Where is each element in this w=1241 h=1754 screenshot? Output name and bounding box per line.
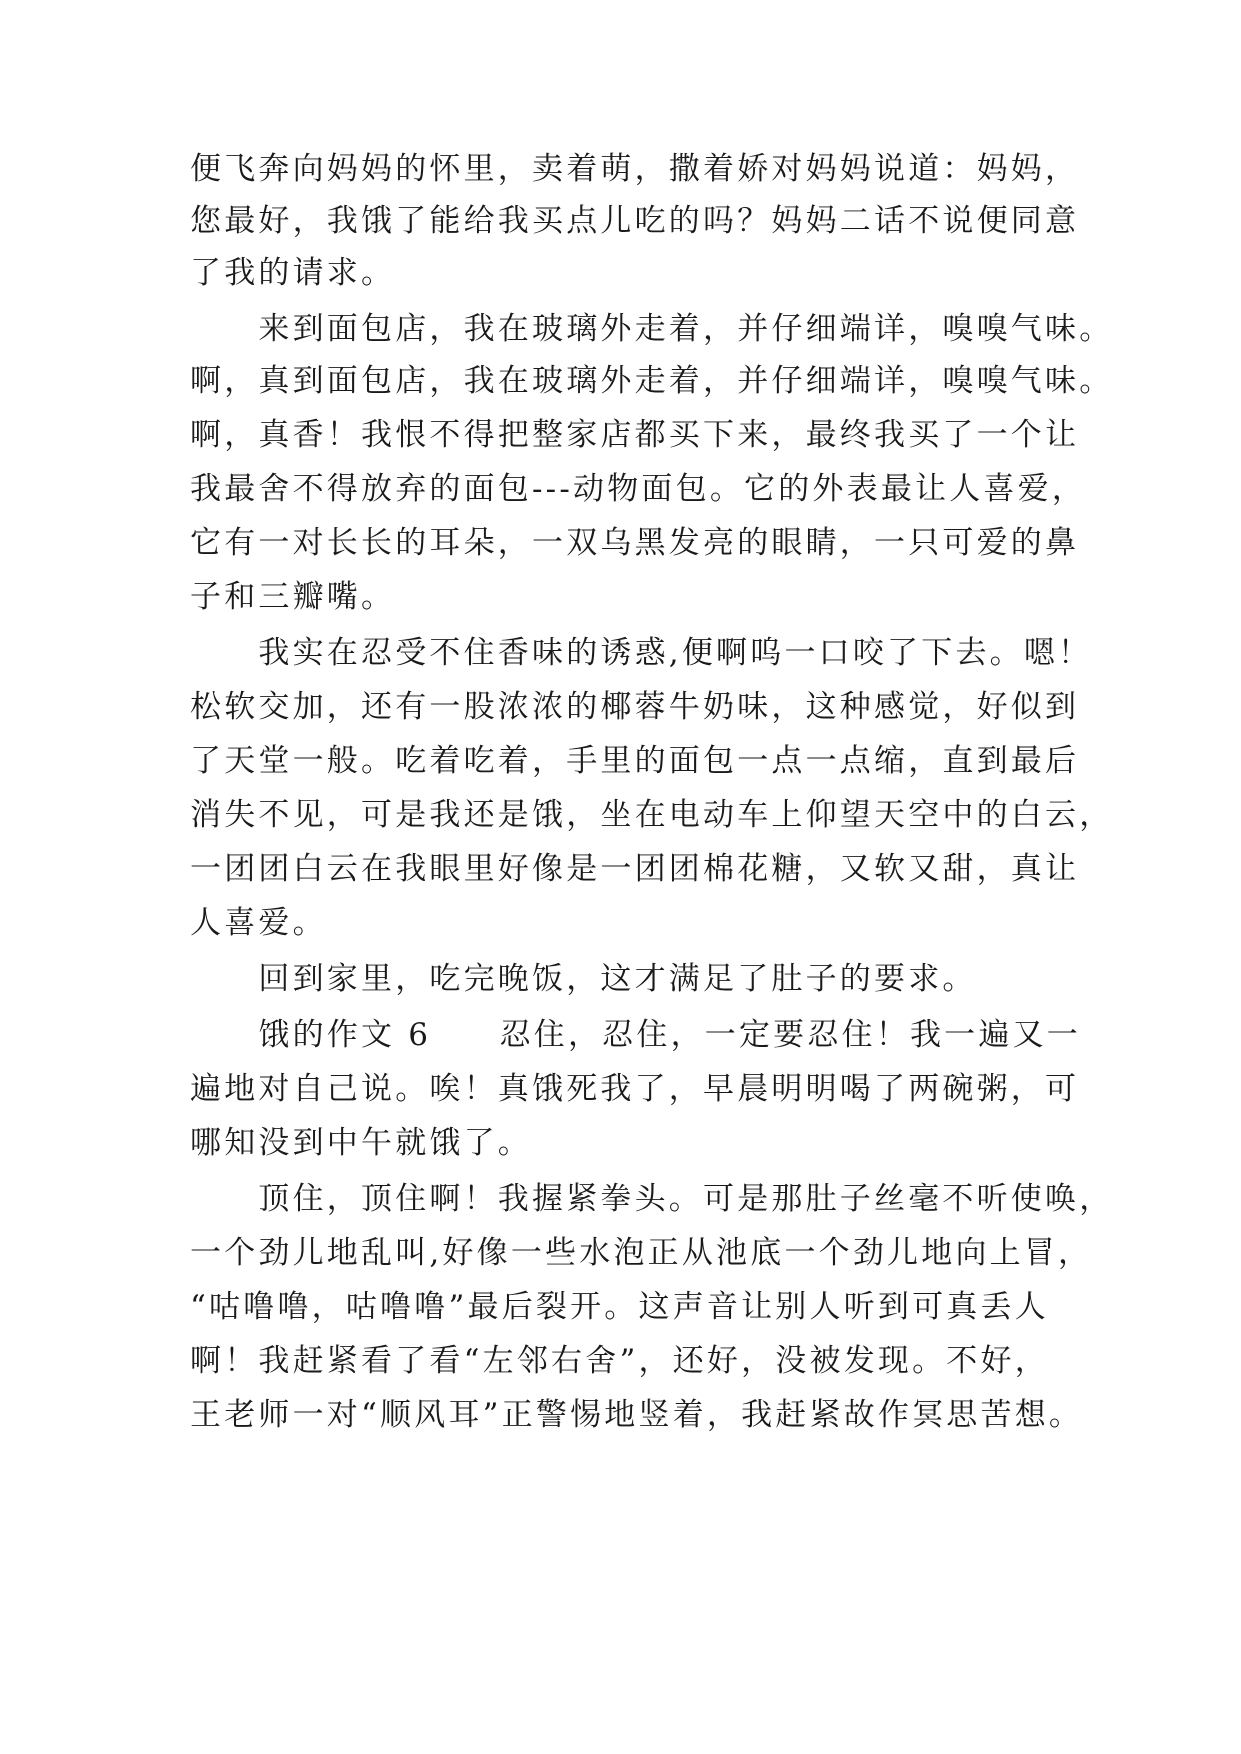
text-line: 王老师一对“顺风耳”正警惕地竖着，我赶紧故作冥思苦想。 [190,1397,1084,1433]
text-line: 人喜爱。 [190,905,327,941]
text-line: 啊，真香！我恨不得把整家店都买下来，最终我买了一个让 [190,417,1080,453]
text-line: 便飞奔向妈妈的怀里，卖着萌，撒着娇对妈妈说道：妈妈， [190,151,1080,187]
text-line: 饿的作文 6 忍住，忍住，一定要忍住！我一遍又一 [190,1017,1081,1053]
text-line: 一团团白云在我眼里好像是一团团棉花糖，又软又甜，真让 [190,851,1080,887]
text-line: 一个劲儿地乱叫,好像一些水泡正从池底一个劲儿地向上冒， [190,1235,1093,1271]
text-line: 了我的请求。 [190,255,396,291]
text-line: 遍地对自己说。唉！真饿死我了，早晨明明喝了两碗粥，可 [190,1071,1080,1107]
text-line: “咕噜噜，咕噜噜”最后裂开。这声音让别人听到可真丢人 [190,1289,1049,1325]
text-line: 我实在忍受不住香味的诱惑,便啊呜一口咬了下去。嗯！ [190,635,1093,671]
text-line: 啊，真到面包店，我在玻璃外走着，并仔细端详，嗅嗅气味。 [190,363,1114,399]
text-line: 顶住，顶住啊！我握紧拳头。可是那肚子丝毫不听使唤， [190,1181,1114,1217]
text-line: 我最舍不得放弃的面包---动物面包。它的外表最让人喜爱， [190,471,1087,507]
text-line: 它有一对长长的耳朵，一双乌黑发亮的眼睛，一只可爱的鼻 [190,525,1080,561]
text-line: 消失不见，可是我还是饿，坐在电动车上仰望天空中的白云， [190,797,1114,833]
text-line: 来到面包店，我在玻璃外走着，并仔细端详，嗅嗅气味。 [190,311,1114,347]
text-line: 您最好，我饿了能给我买点儿吃的吗？妈妈二话不说便同意 [190,203,1080,239]
text-line: 了天堂一般。吃着吃着，手里的面包一点一点缩，直到最后 [190,743,1080,779]
text-line: 啊！我赶紧看了看“左邻右舍”，还好，没被发现。不好， [190,1343,1049,1379]
text-line: 回到家里，吃完晚饭，这才满足了肚子的要求。 [190,961,977,997]
text-line: 哪知没到中午就饿了。 [190,1125,532,1161]
text-line: 松软交加，还有一股浓浓的椰蓉牛奶味，这种感觉，好似到 [190,689,1080,725]
text-line: 子和三瓣嘴。 [190,579,396,615]
